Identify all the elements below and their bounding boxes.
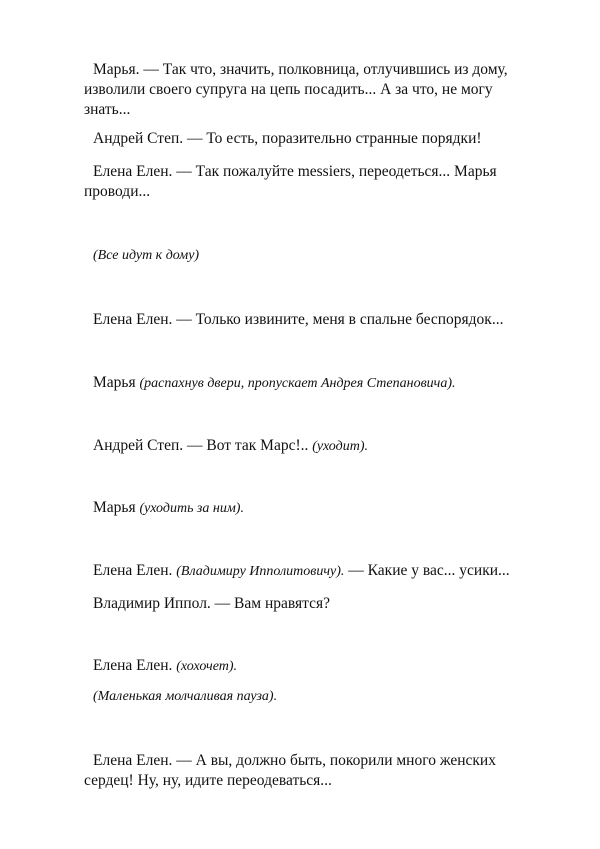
stage-direction-all-go: (Все идут к дому): [93, 248, 200, 263]
text-line: изволили своего супруга на цепь посадить... А за что, не могу: [84, 81, 493, 98]
speaker-name: Марья: [93, 374, 136, 391]
text-line: Елена Елен. — А вы, должно быть, покорили много женских: [93, 752, 496, 769]
text-line: знать...: [84, 101, 131, 118]
dialogue-text: — Какие у вас... усики...: [348, 562, 510, 579]
paragraph-andrey-1: Андрей Степ. — То есть, поразительно странные порядки!: [93, 130, 482, 147]
stage-direction: (уходить за ним).: [139, 501, 244, 516]
speaker-name: Елена Елен.: [93, 657, 173, 674]
paragraph-elena-4: [0, 656, 600, 677]
stage-direction: (распахнув двери, пропускает Андрея Степановича).: [139, 376, 456, 391]
paragraph-vladimir-1: Владимир Иппол. — Вам нравятся?: [93, 595, 330, 612]
text-line: Елена Елен. — Так пожалуйте messiers, переодеться... Марья: [93, 163, 497, 180]
stage-direction: (Владимиру Ипполитовичу).: [176, 564, 345, 579]
dialogue-text: Андрей Степ. — Вот так Марс!..: [93, 437, 309, 454]
paragraph-marya-2: [0, 373, 600, 394]
paragraph-elena-2: Елена Елен. — Только извините, меня в спальне беспорядок...: [93, 311, 504, 328]
paragraph-andrey-2: [0, 436, 600, 457]
stage-direction-pause: (Маленькая молчаливая пауза).: [93, 689, 278, 704]
stage-direction: (хохочет).: [176, 659, 237, 674]
speaker-name: Марья: [93, 499, 136, 516]
paragraph-elena-3: [0, 561, 600, 582]
stage-direction: (уходит).: [312, 439, 368, 454]
text-line: проводи...: [84, 183, 151, 200]
speaker-name: Елена Елен.: [93, 562, 173, 579]
text-line: Марья. — Так что, значить, полковница, отлучившись из дому,: [93, 61, 508, 78]
text-line: сердец! Ну, ну, идите переодеваться...: [84, 772, 332, 789]
paragraph-marya-3: [0, 498, 600, 519]
